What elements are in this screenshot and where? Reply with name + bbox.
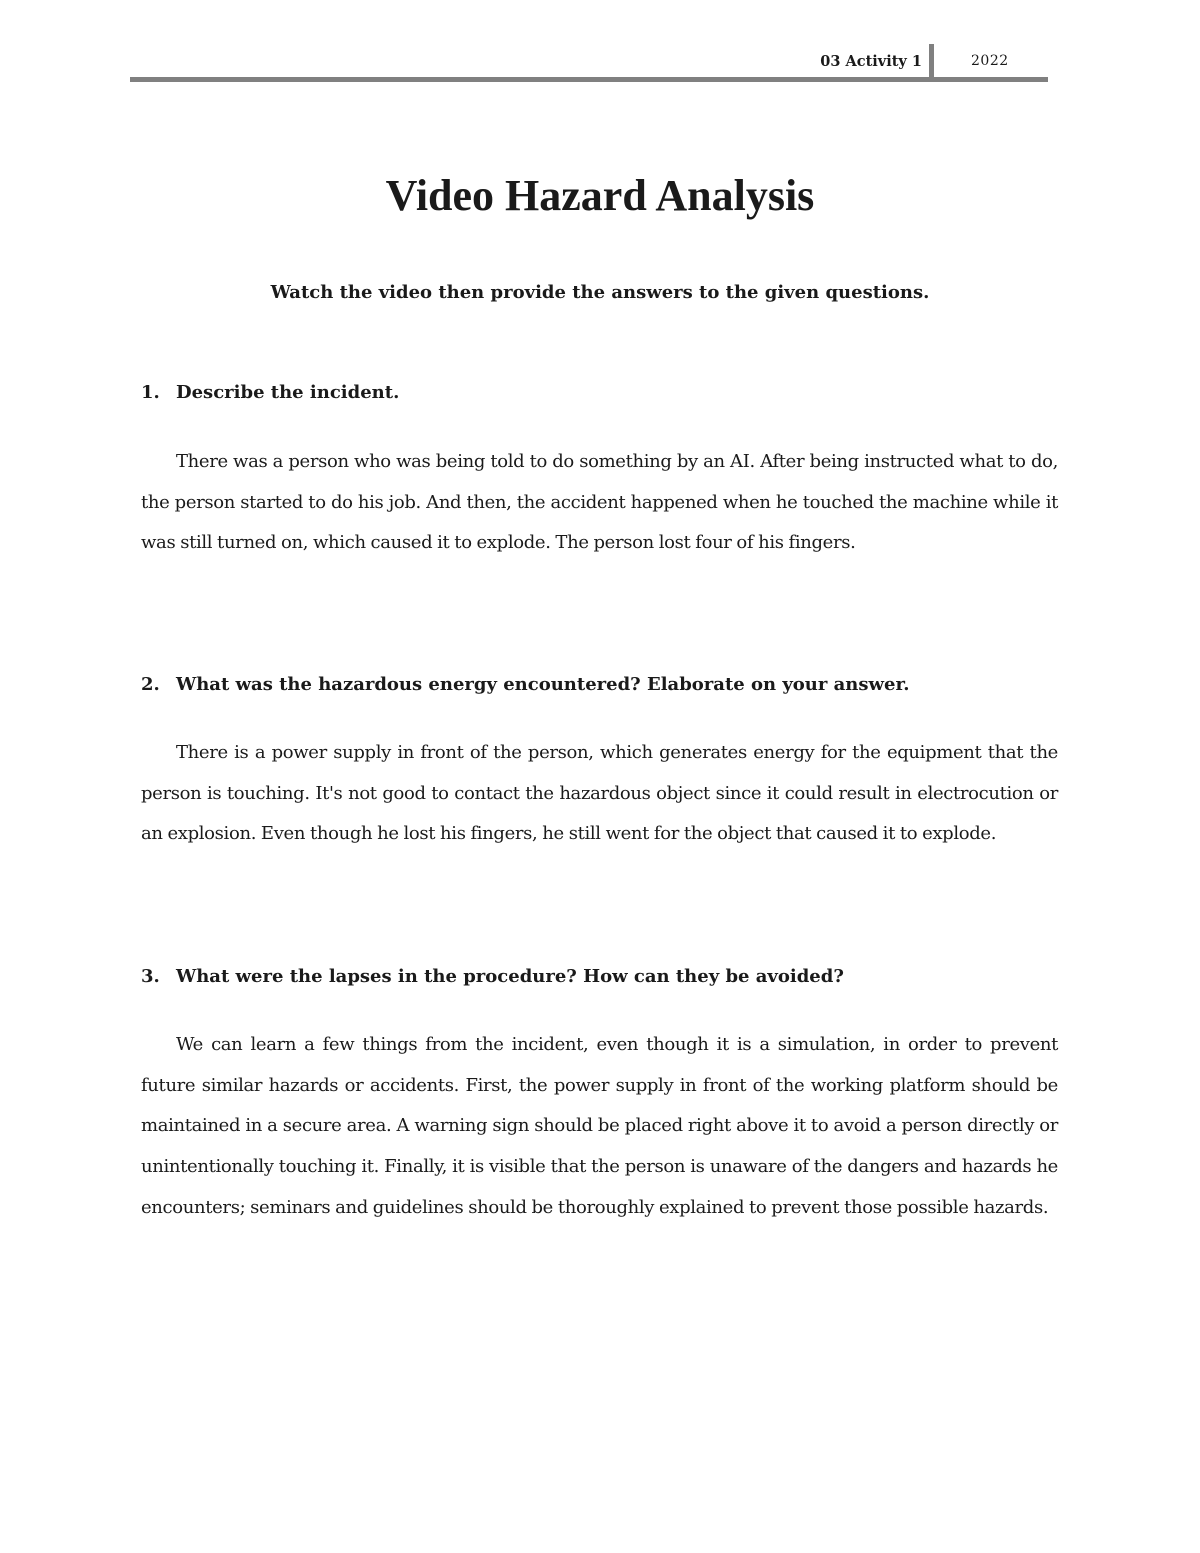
question-number: 2. (141, 674, 160, 695)
header-divider (929, 44, 934, 79)
question-prompt: What were the lapses in the procedure? How can they be avoided? (176, 966, 844, 987)
header-activity-label: 03 Activity 1 (820, 53, 922, 70)
question-prompt: Describe the incident. (176, 382, 400, 403)
question-number: 1. (141, 382, 160, 403)
header-rule (130, 77, 1048, 82)
question-number: 3. (141, 966, 160, 987)
page-header (130, 40, 1048, 84)
question-3 (141, 965, 844, 988)
instructions: Watch the video then provide the answers to the given questions. (270, 282, 930, 303)
question-2 (141, 673, 910, 696)
page-title: Video Hazard Analysis (385, 171, 815, 220)
header-year: 2022 (971, 53, 1009, 69)
answer-2: There is a power supply in front of the person, which generates energy for the equipment that the person is touching. It's not good to contact the hazardous object since it could result in electrocution or an explosion. Even though he lost his fingers, he still went for the object that caused it to explode. (141, 742, 1058, 845)
question-1 (141, 381, 399, 404)
question-prompt: What was the hazardous energy encountered? Elaborate on your answer. (176, 674, 910, 695)
answer-1: There was a person who was being told to do something by an AI. After being instructed what to do, the person started to do his job. And then, the accident happened when he touched the machine while it was still turned on, which caused it to explode. The person lost four of his fingers. (141, 451, 1058, 554)
answer-3: We can learn a few things from the incident, even though it is a simulation, in order to prevent future similar hazards or accidents. First, the power supply in front of the working platform should be maintained in a secure area. A warning sign should be placed right above it to avoid a person directly or unintentionally touching it. Finally, it is visible that the person is unaware of the dangers and hazards he encounters; seminars and guidelines should be thoroughly explained to prevent those possible hazards. (141, 1034, 1058, 1218)
